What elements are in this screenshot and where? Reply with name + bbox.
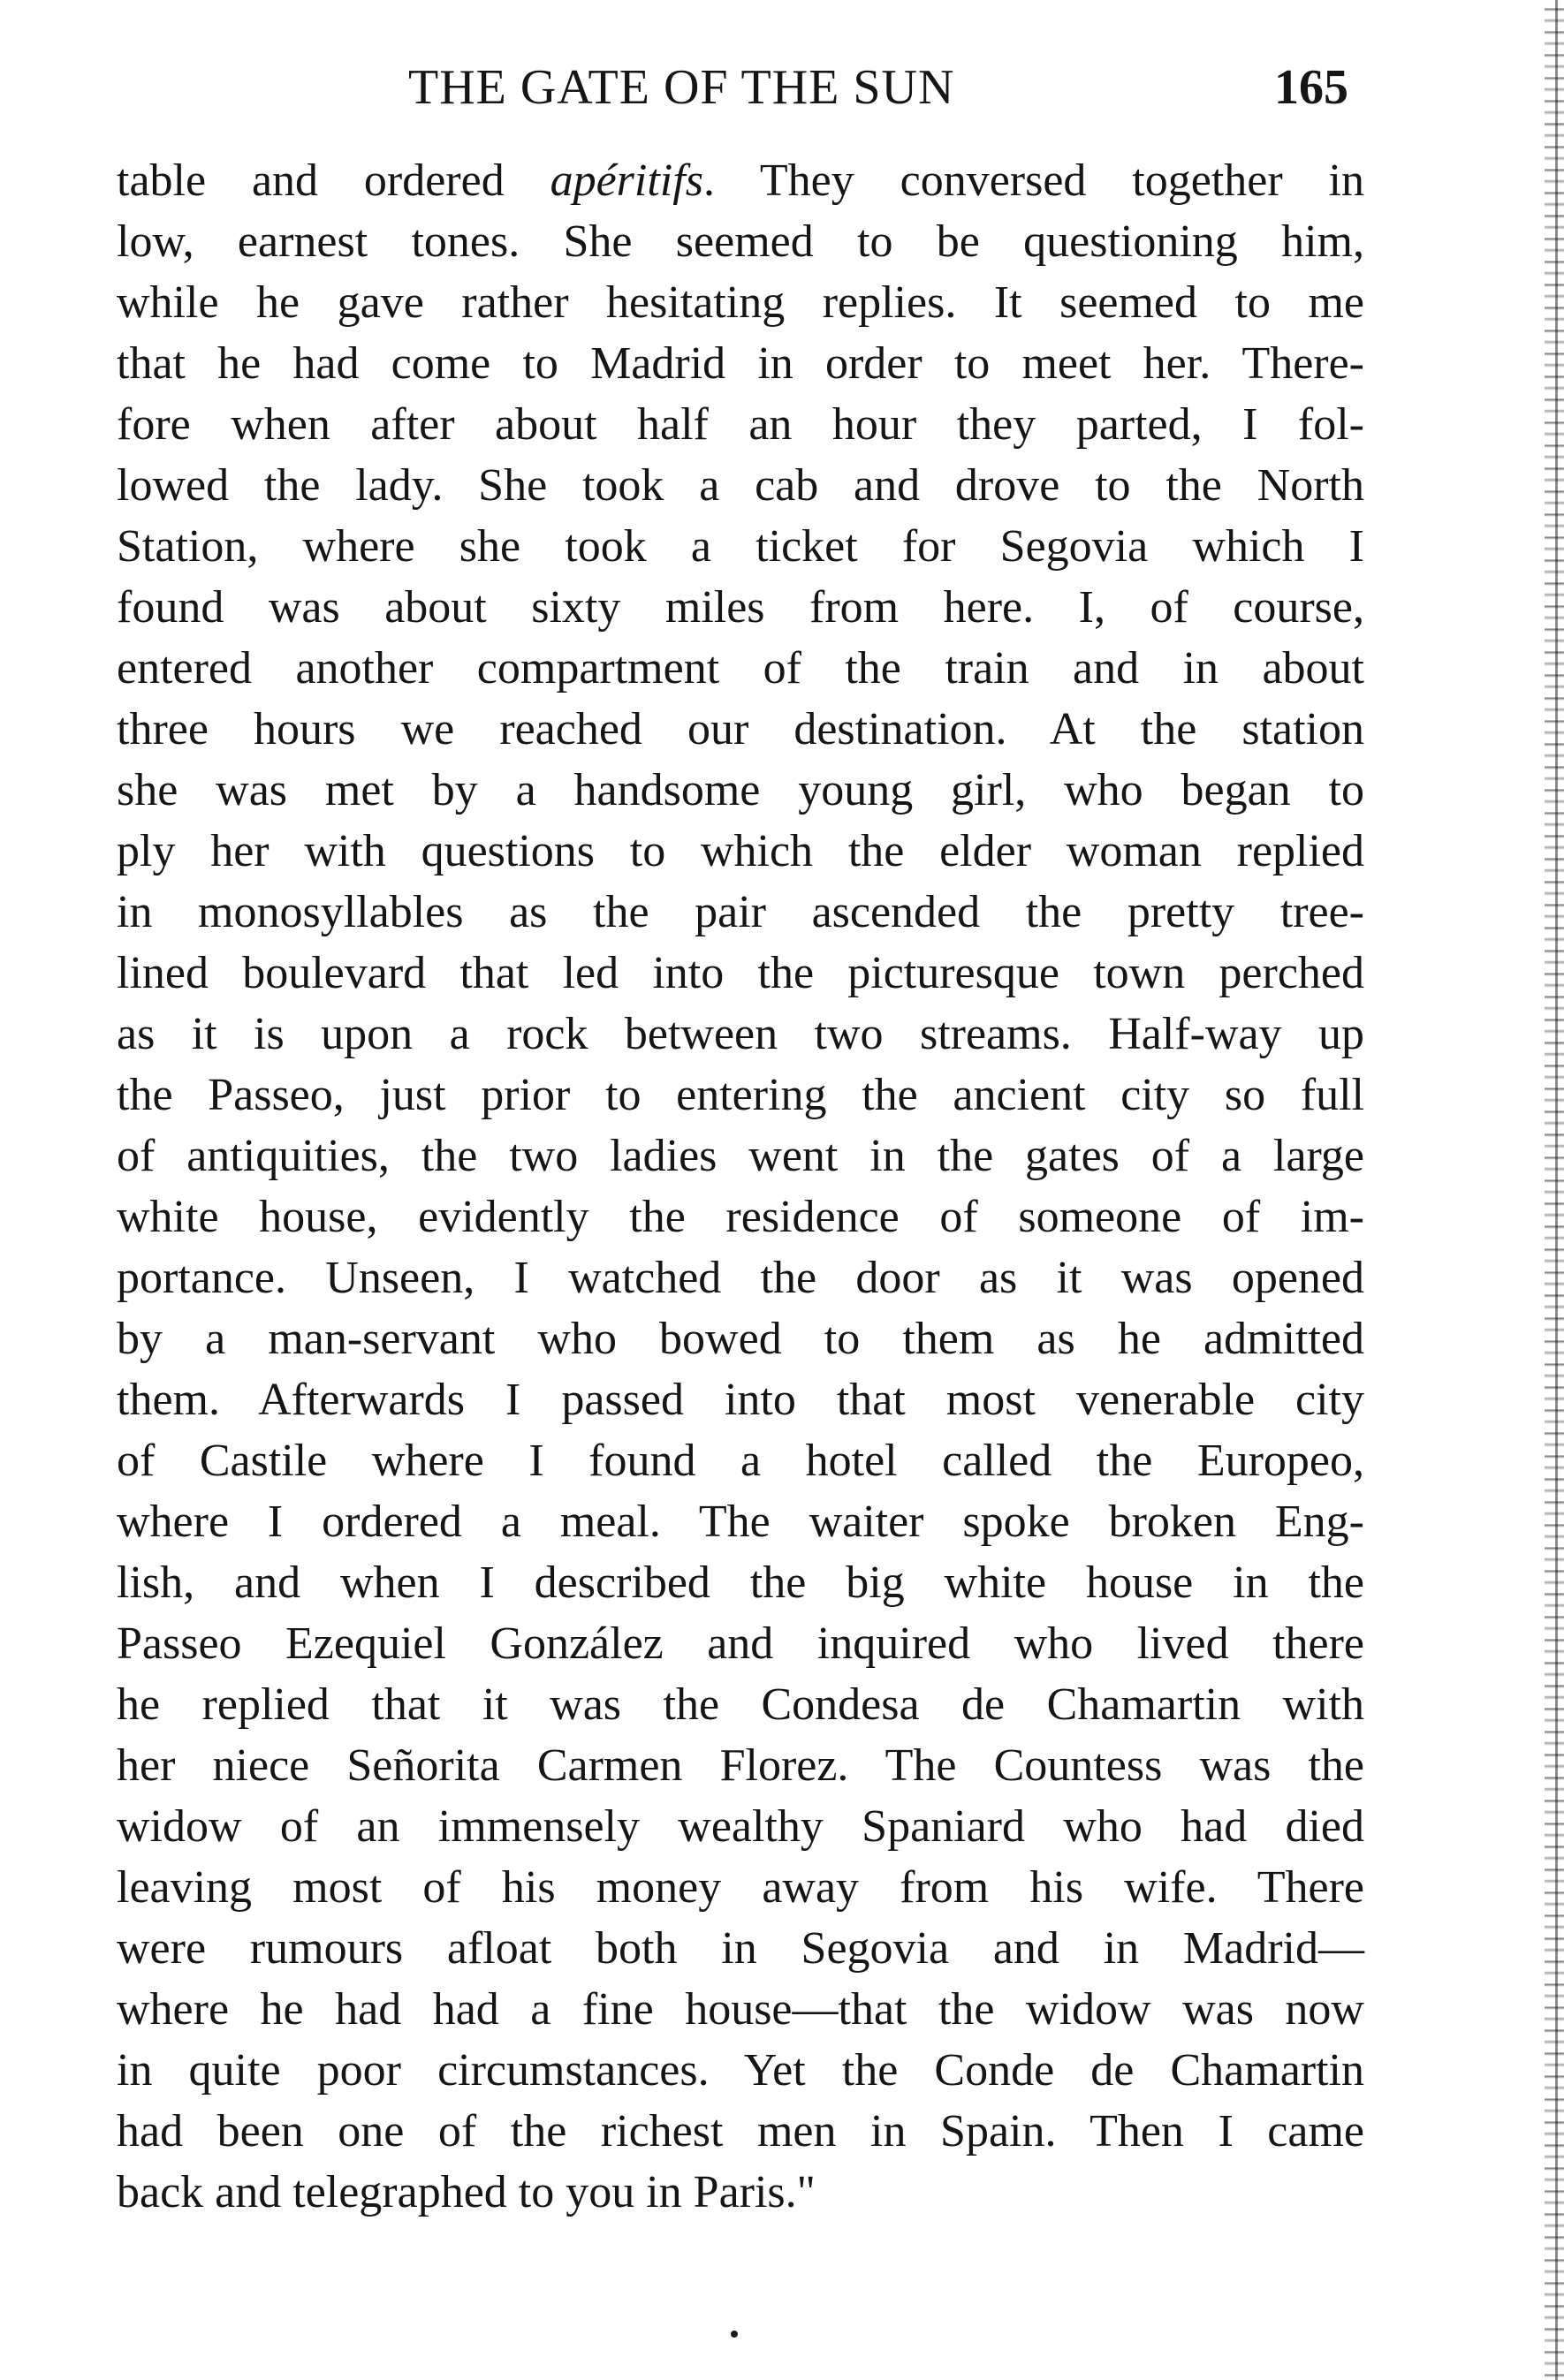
text-line: in monosyllables as the pair ascended the pretty tree- <box>117 887 1364 937</box>
text-line: them. Afterwards I passed into that most venerable city <box>117 1375 1364 1425</box>
text-line: back and telegraphed to you in Paris." <box>117 2167 816 2217</box>
text-line: widow of an immensely wealthy Spaniard who had died <box>117 1801 1364 1852</box>
scan-edge-noise <box>1545 0 1564 2380</box>
text-line: leaving most of his money away from his wife. There <box>117 1862 1364 1913</box>
text-line: the Passeo, just prior to entering the ancient city so full <box>117 1070 1364 1120</box>
text-line: in quite poor circumstances. Yet the Conde de Chamartin <box>117 2045 1364 2096</box>
text-line: low, earnest tones. She seemed to be questioning him, <box>117 216 1364 267</box>
page-dot <box>731 2331 738 2338</box>
line-end: . They conversed together in <box>702 155 1364 206</box>
line-start: table and ordered <box>117 155 550 206</box>
text-line: he replied that it was the Condesa de Chamartin with <box>117 1679 1364 1730</box>
text-line: Station, where she took a ticket for Segovia which I <box>117 521 1364 572</box>
text-line: three hours we reached our destination. At the station <box>117 704 1364 754</box>
running-head <box>0 57 1564 118</box>
text-line: by a man-servant who bowed to them as he admitted <box>117 1314 1364 1364</box>
text-line: her niece Señorita Carmen Florez. The Countess was the <box>117 1740 1364 1791</box>
running-title: THE GATE OF THE SUN <box>408 60 955 115</box>
text-line: Passeo Ezequiel González and inquired who lived there <box>117 1618 1364 1669</box>
text-line: she was met by a handsome young girl, who began to <box>117 765 1364 815</box>
text-line: where I ordered a meal. The waiter spoke broken Eng- <box>117 1497 1364 1547</box>
text-line <box>117 150 1364 211</box>
text-line: entered another compartment of the train and in about <box>117 643 1364 694</box>
italic-word: apéritifs <box>550 155 703 206</box>
text-line: that he had come to Madrid in order to meet her. There- <box>117 338 1364 389</box>
page-number: 165 <box>1274 60 1348 115</box>
text-line: ply her with questions to which the elder woman replied <box>117 826 1364 876</box>
text-line: found was about sixty miles from here. I, of course, <box>117 582 1364 633</box>
body-text <box>117 150 1364 2223</box>
text-line: portance. Unseen, I watched the door as it was opened <box>117 1253 1364 1303</box>
scan-edge-line <box>1555 0 1558 2380</box>
text-line: lined boulevard that led into the picturesque town perched <box>117 948 1364 998</box>
text-line: while he gave rather hesitating replies. It seemed to me <box>117 277 1364 328</box>
text-line: had been one of the richest men in Spain. Then I came <box>117 2106 1364 2156</box>
text-line: of Castile where I found a hotel called the Europeo, <box>117 1436 1364 1486</box>
text-line: where he had had a fine house—that the widow was now <box>117 1984 1364 2035</box>
text-line: white house, evidently the residence of someone of im- <box>117 1192 1364 1242</box>
text-line: lish, and when I described the big white house in the <box>117 1558 1364 1608</box>
text-line: were rumours afloat both in Segovia and in Madrid— <box>117 1923 1364 1974</box>
text-line: lowed the lady. She took a cab and drove to the North <box>117 460 1364 511</box>
text-line: fore when after about half an hour they parted, I fol- <box>117 399 1364 450</box>
text-line: as it is upon a rock between two streams. Half-way up <box>117 1009 1364 1059</box>
text-line: of antiquities, the two ladies went in the gates of a large <box>117 1131 1364 1181</box>
